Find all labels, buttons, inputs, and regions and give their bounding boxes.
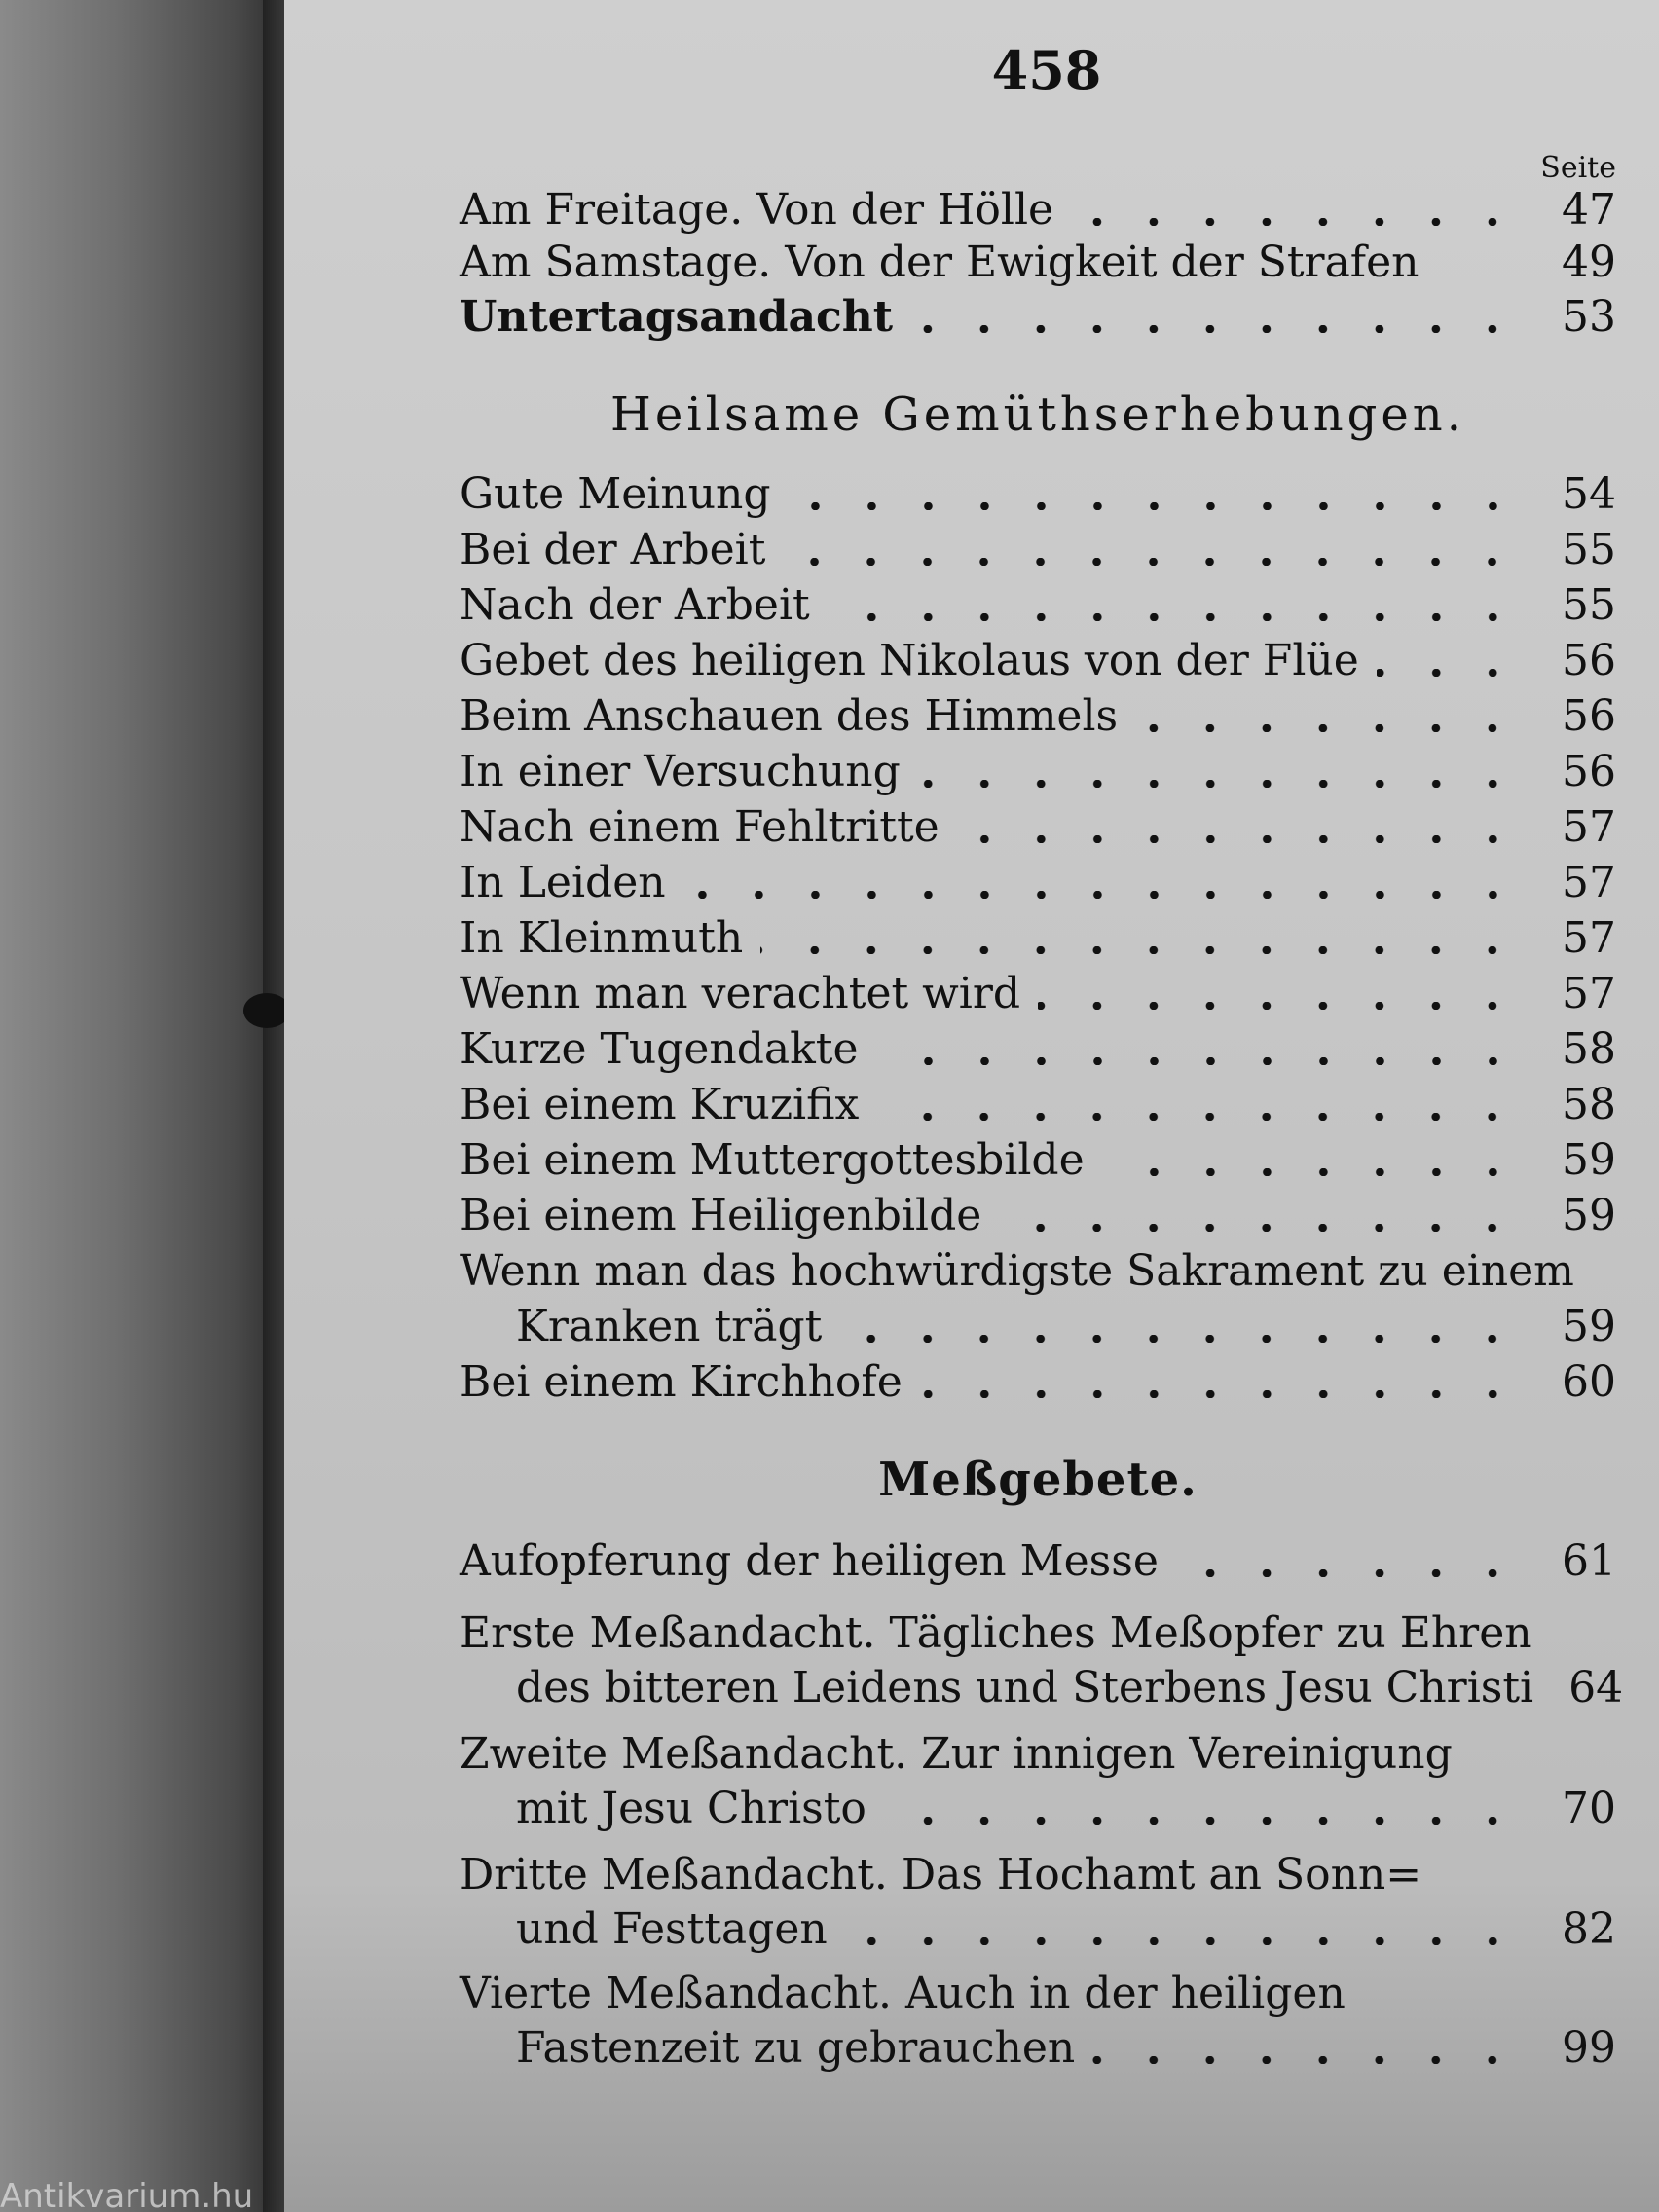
dot-leader (884, 1817, 1521, 1825)
dot-leader (920, 1390, 1521, 1398)
toc-entry-page: 54 (1562, 469, 1616, 519)
toc-entry-page: 47 (1562, 185, 1616, 235)
dot-leader (1102, 1168, 1521, 1176)
toc-entry (460, 802, 1616, 857)
dot-leader (910, 325, 1521, 333)
toc-entry-line2 (516, 1904, 1616, 1959)
toc-entry-line1 (460, 1850, 1616, 1904)
section-heading: Heilsame Gemüthserhebungen. (610, 387, 1465, 442)
toc-entry-title-continuation: Fastenzeit zu gebrauchen (516, 2023, 1076, 2073)
toc-entry (460, 858, 1616, 912)
toc-entry-title: Aufopferung der heiligen Messe (460, 1536, 1159, 1586)
toc-entry-title: Bei einem Heiligenbilde (460, 1191, 982, 1240)
toc-entry (460, 636, 1616, 690)
toc-entry-page: 53 (1562, 292, 1616, 342)
dot-leader (1377, 669, 1521, 677)
toc-entry-line2 (516, 1784, 1616, 1838)
toc-entry-title: Wenn man das hochwürdigste Sakrament zu einem (460, 1246, 1574, 1296)
page-column-header: Seite (1540, 151, 1616, 185)
toc-entry-page: 59 (1562, 1135, 1616, 1185)
toc-entry (460, 185, 1616, 240)
toc-entry-page: 49 (1562, 238, 1616, 287)
toc-entry-page: 56 (1562, 691, 1616, 741)
toc-entry-title-continuation: mit Jesu Christo (516, 1784, 866, 1833)
toc-entry-title: Bei der Arbeit (460, 525, 766, 574)
dot-leader (760, 946, 1521, 954)
page-number: 458 (991, 39, 1102, 101)
toc-entry-title: Wenn man verachtet wird (460, 969, 1021, 1018)
toc-entry-title: Zweite Meßandacht. Zur innigen Vereinigung (460, 1729, 1453, 1779)
toc-entry-line1 (460, 1729, 1616, 1784)
toc-entry (460, 469, 1616, 524)
background-left (0, 0, 292, 2212)
toc-entry-line2 (516, 1663, 1624, 1717)
toc-entry-page: 56 (1562, 636, 1616, 685)
section-heading: Meßgebete. (878, 1453, 1198, 1507)
toc-entry-page: 57 (1562, 969, 1616, 1018)
watermark: Antikvarium.hu (0, 2177, 254, 2212)
dot-leader (918, 780, 1521, 788)
dot-leader (683, 891, 1521, 899)
toc-entry (460, 292, 1616, 347)
toc-entry-line1 (460, 1969, 1616, 2023)
toc-entry (460, 1357, 1616, 1412)
dot-leader (839, 1335, 1521, 1343)
toc-entry (460, 1024, 1616, 1079)
toc-entry-title: Kurze Tugendakte (460, 1024, 859, 1074)
toc-entry-title: Vierte Meßandacht. Auch in der heiligen (460, 1969, 1346, 2018)
dot-leader (999, 1224, 1521, 1232)
toc-entry-page: 59 (1562, 1191, 1616, 1240)
dot-leader (1176, 1569, 1521, 1577)
toc-entry-page: 55 (1562, 580, 1616, 630)
toc-entry-title-continuation: Kranken trägt (516, 1302, 823, 1351)
toc-entry-title: Gebet des heiligen Nikolaus von der Flüe (460, 636, 1359, 685)
toc-entry (460, 747, 1616, 801)
toc-entry (460, 238, 1616, 292)
toc-entry-title: Dritte Meßandacht. Das Hochamt an Sonn= (460, 1850, 1422, 1899)
toc-entry-page: 57 (1562, 802, 1616, 852)
toc-entry (460, 969, 1616, 1023)
toc-entry (460, 580, 1616, 635)
toc-entry (460, 1191, 1616, 1245)
toc-entry-page: 82 (1562, 1904, 1616, 1954)
toc-entry-title-continuation: des bitteren Leidens und Sterbens Jesu Christi (516, 1663, 1534, 1713)
toc-entry-page: 70 (1562, 1784, 1616, 1833)
toc-entry (460, 1080, 1616, 1134)
toc-entry-page: 99 (1562, 2023, 1616, 2073)
dot-leader (876, 1057, 1522, 1065)
toc-entry-title: Bei einem Kirchhofe (460, 1357, 903, 1407)
dot-leader (783, 558, 1521, 566)
dot-leader (957, 835, 1521, 843)
toc-entry-title: Nach der Arbeit (460, 580, 810, 630)
toc-entry-title: Erste Meßandacht. Tägliches Meßopfer zu Ehren (460, 1608, 1532, 1658)
toc-entry-page: 58 (1562, 1080, 1616, 1129)
toc-entry-page: 61 (1562, 1536, 1616, 1586)
dot-leader (1092, 2056, 1521, 2064)
toc-entry (460, 913, 1616, 968)
toc-entry (460, 525, 1616, 579)
toc-entry-title: In Kleinmuth (460, 913, 744, 963)
dot-leader (845, 1937, 1521, 1945)
toc-entry-page: 60 (1562, 1357, 1616, 1407)
dot-leader (876, 1113, 1521, 1121)
dot-leader (789, 502, 1521, 510)
toc-entry-page: 57 (1562, 858, 1616, 907)
toc-entry-title: Am Samstage. Von der Ewigkeit der Strafen (460, 238, 1419, 287)
dot-leader (1071, 218, 1521, 226)
toc-entry-page: 56 (1562, 747, 1616, 796)
toc-entry-page: 55 (1562, 525, 1616, 574)
toc-entry-title: In einer Versuchung (460, 747, 901, 796)
dot-leader (828, 613, 1521, 621)
toc-entry-title: Nach einem Fehltritte (460, 802, 940, 852)
toc-entry-title: Untertagsandacht (460, 292, 894, 342)
toc-entry-line1 (460, 1608, 1616, 1663)
toc-entry-title: Gute Meinung (460, 469, 771, 519)
toc-entry-title-continuation: und Festtagen (516, 1904, 828, 1954)
toc-entry-line2 (516, 1302, 1616, 1356)
toc-entry-page: 57 (1562, 913, 1616, 963)
toc-entry-title: Beim Anschauen des Himmels (460, 691, 1119, 741)
toc-entry (460, 1135, 1616, 1190)
dot-leader (1038, 1002, 1521, 1010)
toc-entry-page: 58 (1562, 1024, 1616, 1074)
toc-entry-line2 (516, 2023, 1616, 2078)
toc-entry-title: Am Freitage. Von der Hölle (460, 185, 1054, 235)
toc-entry (460, 691, 1616, 746)
toc-entry-title: Bei einem Muttergottesbilde (460, 1135, 1085, 1185)
toc-entry-page: 64 (1568, 1663, 1624, 1713)
toc-entry-page: 59 (1562, 1302, 1616, 1351)
binding-pin (243, 993, 290, 1028)
toc-entry-title: In Leiden (460, 858, 666, 907)
toc-entry-line1 (460, 1246, 1616, 1301)
toc-entry-title: Bei einem Kruzifix (460, 1080, 860, 1129)
dot-leader (1135, 724, 1521, 732)
toc-entry (460, 1536, 1616, 1591)
